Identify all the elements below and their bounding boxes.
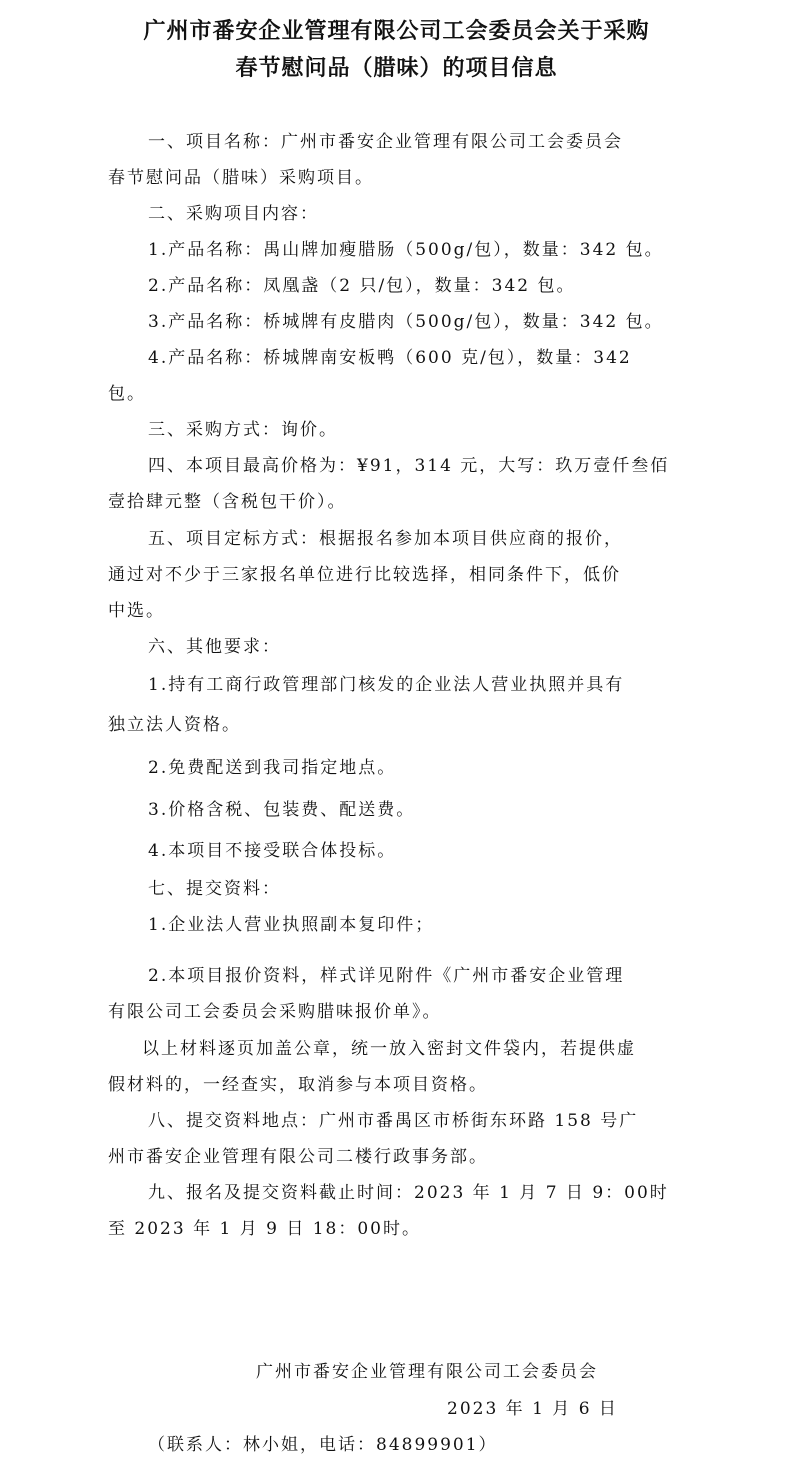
section-5-line-2: 通过对不少于三家报名单位进行比较选择，相同条件下，低价	[108, 565, 621, 585]
document-item-2-line-1: 2.本项目报价资料，样式详见附件《广州市番安企业管理	[148, 966, 625, 986]
section-6-heading: 六、其他要求：	[148, 637, 281, 657]
document-item-1: 1.企业法人营业执照副本复印件；	[148, 915, 435, 935]
product-item-1: 1.产品名称：禺山牌加瘦腊肠（500g/包），数量：342 包。	[148, 240, 664, 260]
section-8-line-2: 州市番安企业管理有限公司二楼行政事务部。	[108, 1147, 488, 1167]
note-line-2: 假材料的，一经查实，取消参与本项目资格。	[108, 1075, 488, 1095]
note-line-1: 以上材料逐页加盖公章，统一放入密封文件袋内，若提供虚	[142, 1039, 636, 1059]
section-3: 三、采购方式：询价。	[148, 420, 338, 440]
product-item-2: 2.产品名称：凤凰盏（2 只/包），数量：342 包。	[148, 276, 576, 296]
section-5-line-3: 中选。	[108, 601, 165, 621]
document-item-2-line-2: 有限公司工会委员会采购腊味报价单》。	[108, 1002, 442, 1022]
requirement-1-line-2: 独立法人资格。	[108, 715, 241, 735]
document-title-line-1: 广州市番安企业管理有限公司工会委员会关于采购	[143, 19, 650, 44]
signature-organization: 广州市番安企业管理有限公司工会委员会	[256, 1362, 598, 1382]
section-9-line-1: 九、报名及提交资料截止时间：2023 年 1 月 7 日 9：00时	[148, 1183, 669, 1203]
product-item-4-line-2: 包。	[108, 384, 146, 404]
requirement-2: 2.免费配送到我司指定地点。	[148, 758, 397, 778]
section-9-line-2: 至 2023 年 1 月 9 日 18：00时。	[108, 1219, 421, 1239]
section-1-line-1: 一、项目名称：广州市番安企业管理有限公司工会委员会	[148, 132, 623, 152]
product-item-4-line-1: 4.产品名称：桥城牌南安板鸭（600 克/包），数量：342	[148, 348, 632, 368]
product-item-3: 3.产品名称：桥城牌有皮腊肉（500g/包），数量：342 包。	[148, 312, 664, 332]
signature-date: 2023 年 1 月 6 日	[447, 1399, 618, 1419]
requirement-3: 3.价格含税、包装费、配送费。	[148, 800, 416, 820]
section-8-line-1: 八、提交资料地点：广州市番禺区市桥街东环路 158 号广	[148, 1111, 639, 1131]
requirement-4: 4.本项目不接受联合体投标。	[148, 841, 397, 861]
section-2-heading: 二、采购项目内容：	[148, 204, 319, 224]
requirement-1-line-1: 1.持有工商行政管理部门核发的企业法人营业执照并具有	[148, 675, 625, 695]
section-4-line-2: 壹拾肆元整（含税包干价）。	[108, 492, 347, 512]
section-4-line-1: 四、本项目最高价格为：¥91，314 元，大写：玖万壹仟叁佰	[148, 456, 670, 476]
section-5-line-1: 五、项目定标方式：根据报名参加本项目供应商的报价，	[148, 529, 623, 549]
section-1-line-2: 春节慰问品（腊味）采购项目。	[108, 168, 374, 188]
section-7-heading: 七、提交资料：	[148, 879, 281, 899]
contact-info: （联系人：林小姐，电话：84899901）	[148, 1435, 498, 1455]
document-title-line-2: 春节慰问品（腊味）的项目信息	[235, 56, 558, 81]
